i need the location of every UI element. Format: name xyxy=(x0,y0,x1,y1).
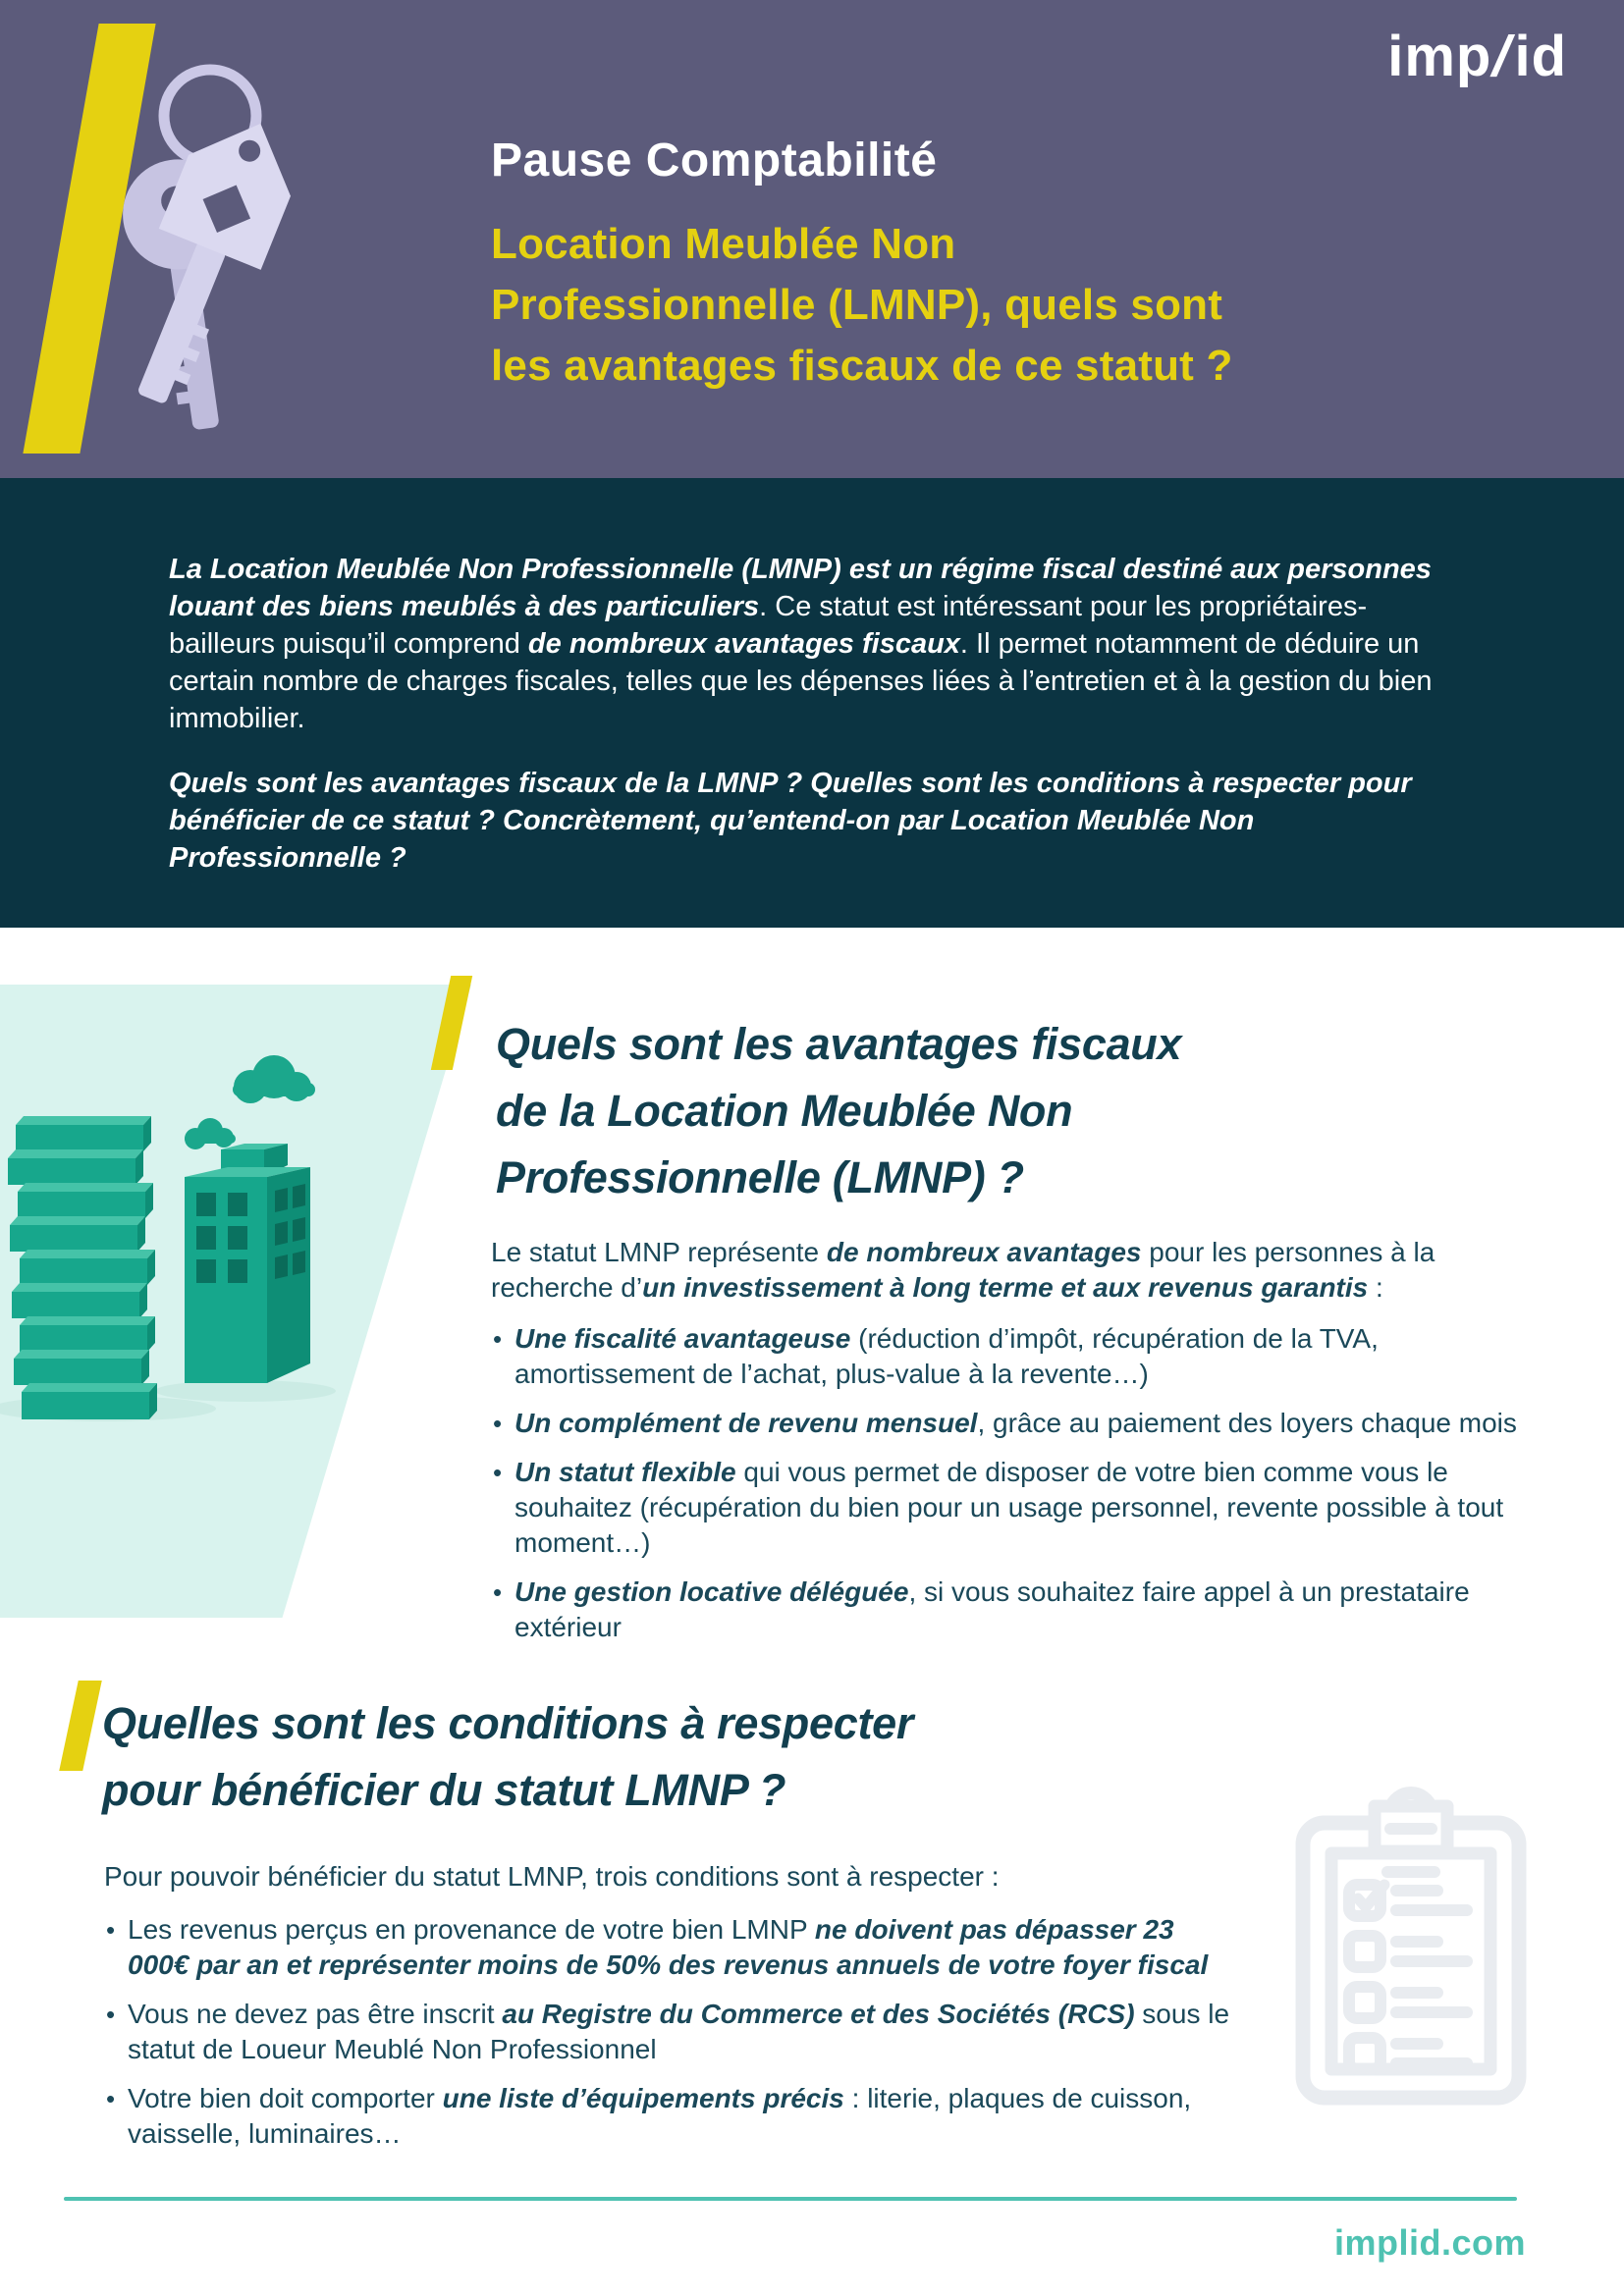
page-title-line-3: les avantages fiscaux de ce statut ? xyxy=(491,342,1233,390)
list-item: • Un complément de revenu mensuel, grâce au paiement des loyers chaque mois xyxy=(491,1406,1537,1441)
conditions-section xyxy=(104,1859,1233,2152)
window-tower-icon xyxy=(185,1144,310,1383)
page-title-line-2: Professionnelle (LMNP), quels sont xyxy=(491,281,1223,329)
logo-slash-icon: / xyxy=(1487,25,1520,88)
intro-band xyxy=(0,478,1624,928)
footer-divider xyxy=(64,2197,1517,2201)
city-illustration xyxy=(0,985,491,1618)
buildings-illustration-icon xyxy=(0,985,491,1618)
stacked-tower-icon xyxy=(8,1116,157,1419)
house-keys-illustration xyxy=(84,45,346,467)
list-item: • Votre bien doit comporter une liste d’équipements précis : literie, plaques de cuisson, vaisselle, luminaires… xyxy=(104,2081,1233,2152)
list-item: • Vous ne devez pas être inscrit au Registre du Commerce et des Sociétés (RCS) sous le statut de Loueur Meublé Non Professionnel xyxy=(104,1997,1233,2067)
keys-icon xyxy=(84,45,346,467)
conditions-heading xyxy=(102,1690,1329,1824)
list-item: • Un statut flexible qui vous permet de disposer de votre bien comme vous le souhaitez (récupération du bien pour un usage personnel, revente possible à tout moment…) xyxy=(491,1455,1537,1561)
cloud-small-icon xyxy=(185,1118,236,1149)
conditions-heading-line-1: Quelles sont les conditions à respecter xyxy=(102,1698,914,1748)
header xyxy=(0,0,1624,478)
conditions-heading-line-2: pour bénéficier du statut LMNP ? xyxy=(102,1765,786,1815)
advantages-heading-line-3: Professionnelle (LMNP) ? xyxy=(496,1152,1024,1202)
footer-website-link[interactable]: implid.com xyxy=(1333,2222,1526,2263)
advantages-section xyxy=(491,1235,1537,1645)
page-title xyxy=(491,214,1233,397)
page-title-line-1: Location Meublée Non xyxy=(491,220,956,268)
advantages-heading-line-1: Quels sont les avantages fiscaux xyxy=(496,1019,1182,1069)
advantages-heading xyxy=(496,1011,1468,1211)
cloud-large-icon xyxy=(233,1055,315,1103)
advantages-list xyxy=(491,1321,1537,1645)
intro-paragraph-1: La Location Meublée Non Professionnelle (LMNP) est un régime fiscal destiné aux personnes louant des biens meublés à des particuliers. Ce statut est intéressant pour les propriétaires-bailleurs puisqu’il comprend de nombreux avantages fiscaux. Il permet notamment de déduire un certain nombre de charges fiscales, telles que les dépenses liées à l’entretien et à la gestion du bien immobilier. xyxy=(169,554,1433,734)
section-slash-icon xyxy=(59,1681,102,1771)
conditions-list xyxy=(104,1912,1233,2152)
header-kicker: Pause Comptabilité xyxy=(491,134,938,187)
advantages-intro: Le statut LMNP représente de nombreux avantages pour les personnes à la recherche d’un investissement à long terme et aux revenus garantis : xyxy=(491,1237,1435,1303)
logo-text-post: id xyxy=(1514,25,1567,88)
brand-logo xyxy=(1387,24,1567,89)
intro-paragraph-2: Quels sont les avantages fiscaux de la LMNP ? Quelles sont les conditions à respecter pour bénéficier de ce statut ? Concrètement, qu’entend-on par Location Meublée Non Professionnelle ? xyxy=(169,768,1412,874)
advantages-heading-line-2: de la Location Meublée Non xyxy=(496,1086,1073,1136)
logo-text-pre: imp xyxy=(1387,25,1492,88)
list-item: • Les revenus perçus en provenance de votre bien LMNP ne doivent pas dépasser 23 000€ par an et représenter moins de 50% des revenus annuels de votre foyer fiscal xyxy=(104,1912,1233,1983)
checklist-clipboard-icon xyxy=(1288,1779,1534,2112)
list-item: • Une gestion locative déléguée, si vous souhaitez faire appel à un prestataire extérieur xyxy=(491,1575,1537,1645)
list-item: • Une fiscalité avantageuse (réduction d’impôt, récupération de la TVA, amortissement de l’achat, plus-value à la revente…) xyxy=(491,1321,1537,1392)
conditions-intro: Pour pouvoir bénéficier du statut LMNP, trois conditions sont à respecter : xyxy=(104,1861,1000,1892)
